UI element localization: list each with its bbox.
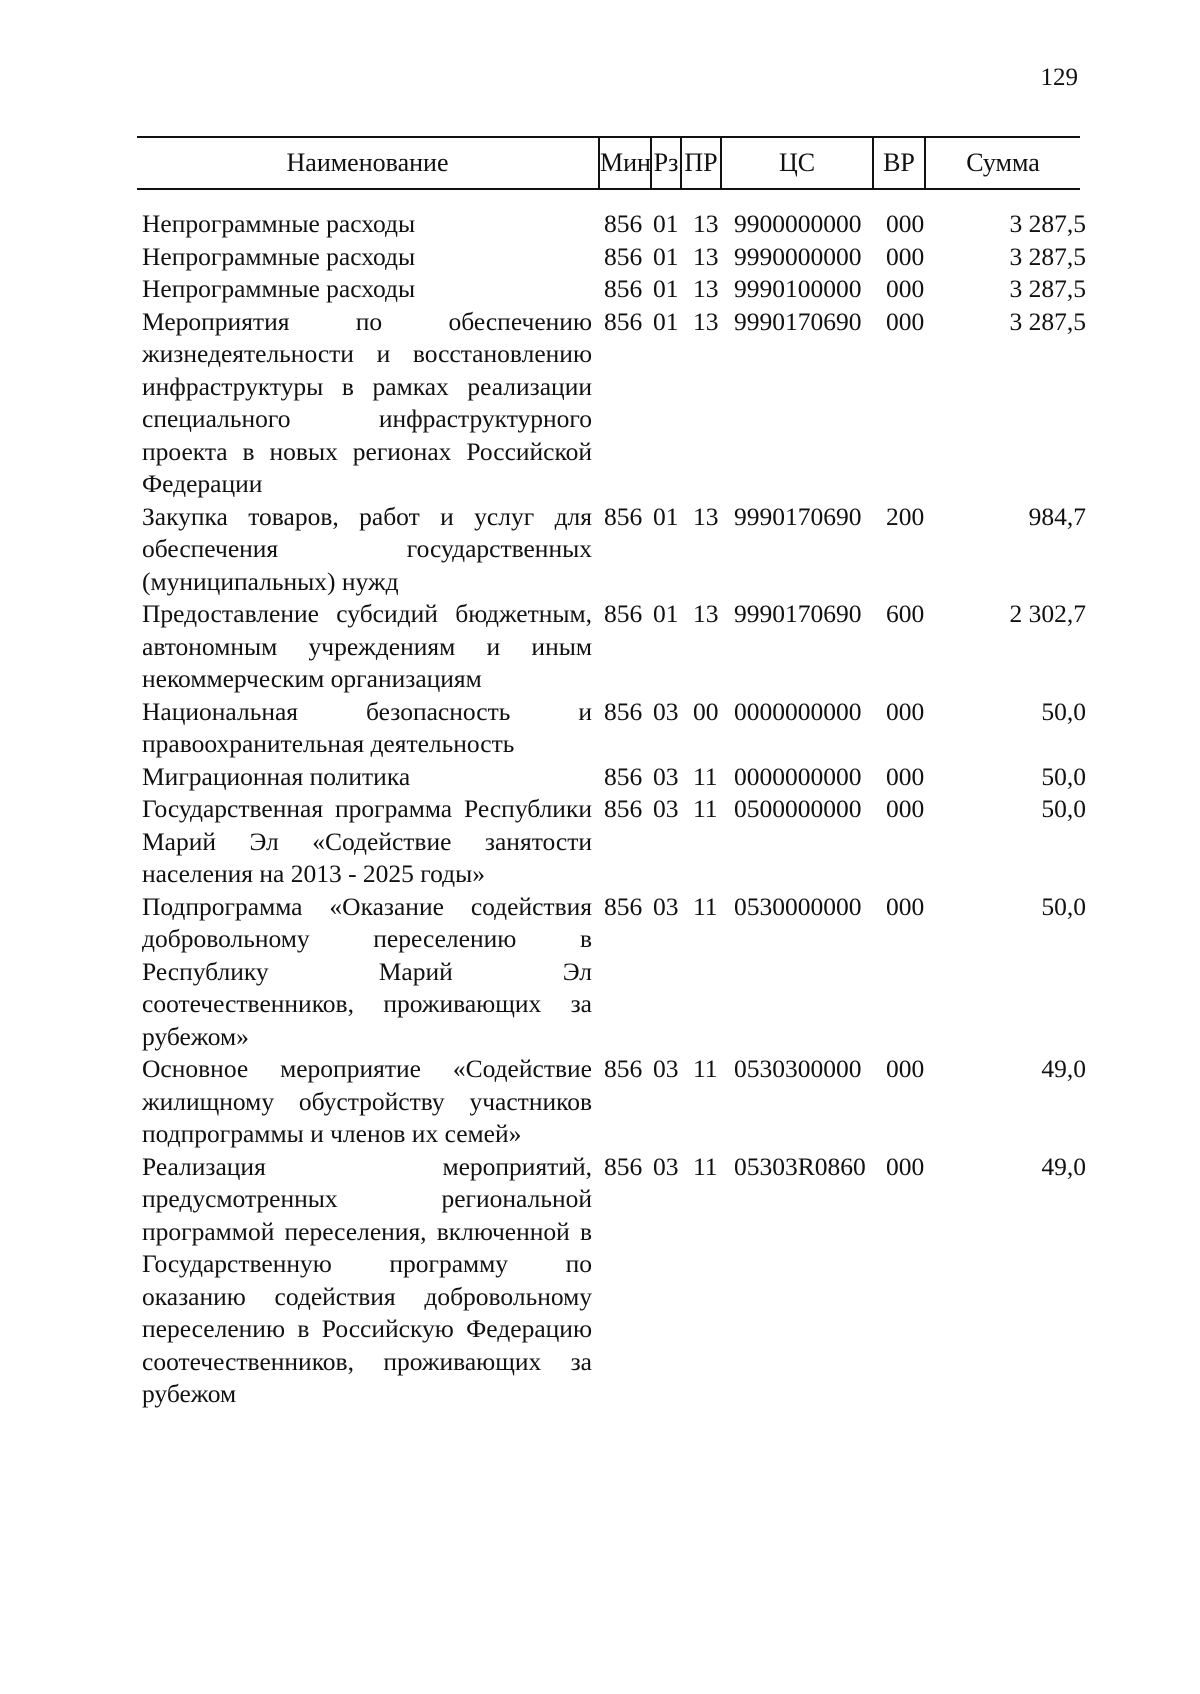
row-cs: 9900000000 (734, 209, 862, 238)
row-sum: 49,0 (1041, 1054, 1086, 1083)
row-rz: 01 (653, 306, 679, 336)
table-row (0, 241, 1200, 274)
row-name: Мероприятия по обеспечению жизнедеятельности и восстановлению инфраструктуры в рамках реализации специального инфраструктурного проекта в новых регионах Российской Федерации (142, 306, 592, 498)
row-min: 856 (604, 891, 643, 921)
row-rz: 03 (653, 1151, 679, 1181)
row-rz: 03 (653, 1054, 679, 1083)
row-sum: 984,7 (1028, 501, 1086, 531)
table-row (0, 891, 1200, 1054)
row-pr: 13 (693, 306, 719, 336)
row-rz: 01 (653, 599, 679, 628)
row-name: Предоставление субсидий бюджетным, автономным учреждениям и иным некоммерческим организациям (142, 599, 592, 693)
header-pr: ПР (684, 148, 718, 177)
row-min: 856 (604, 696, 643, 726)
row-name: Подпрограмма «Оказание содействия добровольному переселению в Республику Марий Эл соотечественников, проживающих за рубежом» (142, 891, 592, 1051)
row-sum: 50,0 (1041, 696, 1086, 726)
row-cs: 9990170690 (734, 501, 862, 531)
table-row (0, 598, 1200, 696)
row-vr: 600 (886, 599, 925, 628)
row-name: Государственная программа Республики Марий Эл «Содействие занятости населения на 2013 - 2025 годы» (142, 794, 592, 888)
row-sum: 3 287,5 (1009, 274, 1086, 303)
row-cs: 0500000000 (734, 794, 862, 823)
row-pr: 00 (693, 696, 719, 726)
row-sum: 50,0 (1041, 891, 1086, 921)
row-rz: 01 (653, 274, 679, 303)
row-vr: 000 (886, 794, 925, 823)
table-row (0, 273, 1200, 306)
header-rz: Рз (653, 148, 679, 177)
row-cs: 0000000000 (734, 761, 862, 791)
row-vr: 000 (886, 209, 925, 238)
row-name: Реализация мероприятий, предусмотренных региональной программой переселения, включенной в Государственную программу по оказанию содействия добровольному переселению в Российскую Федерацию соотечественников, проживающих за рубежом (142, 1151, 592, 1408)
row-vr: 000 (886, 1151, 925, 1181)
row-rz: 01 (653, 501, 679, 531)
row-vr: 000 (886, 241, 925, 271)
row-vr: 000 (886, 1054, 925, 1083)
row-cs: 9990000000 (734, 241, 862, 271)
row-vr: 200 (886, 501, 925, 531)
row-pr: 13 (693, 274, 719, 303)
header-sum: Сумма (966, 148, 1040, 177)
header-vr: ВР (883, 148, 915, 177)
table-row (0, 208, 1200, 241)
row-vr: 000 (886, 891, 925, 921)
row-name: Основное мероприятие «Содействие жилищному обустройству участников подпрограммы и членов их семей» (142, 1054, 592, 1148)
row-sum: 3 287,5 (1009, 306, 1086, 336)
row-rz: 03 (653, 794, 679, 823)
table-row (0, 1151, 1200, 1411)
row-name: Миграционная политика (142, 761, 411, 791)
row-pr: 13 (693, 599, 719, 628)
row-min: 856 (604, 761, 643, 791)
row-min: 856 (604, 1151, 643, 1181)
row-sum: 3 287,5 (1009, 241, 1086, 271)
row-sum: 49,0 (1041, 1151, 1086, 1181)
row-pr: 13 (693, 209, 719, 238)
row-rz: 01 (653, 241, 679, 271)
row-pr: 13 (693, 501, 719, 531)
row-pr: 11 (693, 761, 718, 791)
table-row (0, 501, 1200, 599)
header-name: Наименование (286, 148, 449, 177)
row-rz: 03 (653, 696, 679, 726)
row-vr: 000 (886, 761, 925, 791)
row-cs: 0530000000 (734, 891, 862, 921)
row-rz: 03 (653, 761, 679, 791)
row-vr: 000 (886, 274, 925, 303)
row-cs: 9990100000 (734, 274, 862, 303)
row-cs: 05303R0860 (734, 1151, 866, 1181)
row-min: 856 (604, 501, 643, 531)
row-sum: 3 287,5 (1009, 209, 1086, 238)
row-cs: 0530300000 (734, 1054, 862, 1083)
row-min: 856 (604, 794, 643, 823)
table-body (0, 208, 1200, 1411)
row-pr: 13 (693, 241, 719, 271)
row-name: Непрограммные расходы (142, 209, 416, 238)
row-name: Закупка товаров, работ и услуг для обеспечения государственных (муниципальных) нужд (142, 501, 592, 596)
table-row (0, 306, 1200, 501)
row-pr: 11 (693, 1054, 718, 1083)
row-min: 856 (604, 599, 643, 628)
table-row (0, 696, 1200, 761)
row-cs: 9990170690 (734, 306, 862, 336)
header-min: Мин (600, 148, 651, 177)
row-sum: 2 302,7 (1009, 599, 1086, 628)
table-header (137, 136, 1080, 190)
row-sum: 50,0 (1041, 794, 1086, 823)
row-min: 856 (604, 274, 643, 303)
row-min: 856 (604, 209, 643, 238)
row-cs: 9990170690 (734, 599, 862, 628)
row-name: Непрограммные расходы (142, 274, 416, 303)
row-rz: 01 (653, 209, 679, 238)
row-vr: 000 (886, 696, 925, 726)
row-min: 856 (604, 241, 643, 271)
row-sum: 50,0 (1041, 761, 1086, 791)
row-pr: 11 (693, 891, 718, 921)
row-name: Непрограммные расходы (142, 241, 416, 271)
table-row (0, 761, 1200, 794)
table-row (0, 1053, 1200, 1151)
header-cs: ЦС (778, 148, 816, 177)
row-name: Национальная безопасность и правоохранительная деятельность (142, 696, 592, 758)
row-cs: 0000000000 (734, 696, 862, 726)
row-rz: 03 (653, 891, 679, 921)
page-number: 129 (1040, 64, 1078, 91)
row-pr: 11 (693, 1151, 718, 1181)
row-min: 856 (604, 306, 643, 336)
table-row (0, 793, 1200, 891)
row-min: 856 (604, 1054, 643, 1083)
row-pr: 11 (693, 794, 718, 823)
row-vr: 000 (886, 306, 925, 336)
